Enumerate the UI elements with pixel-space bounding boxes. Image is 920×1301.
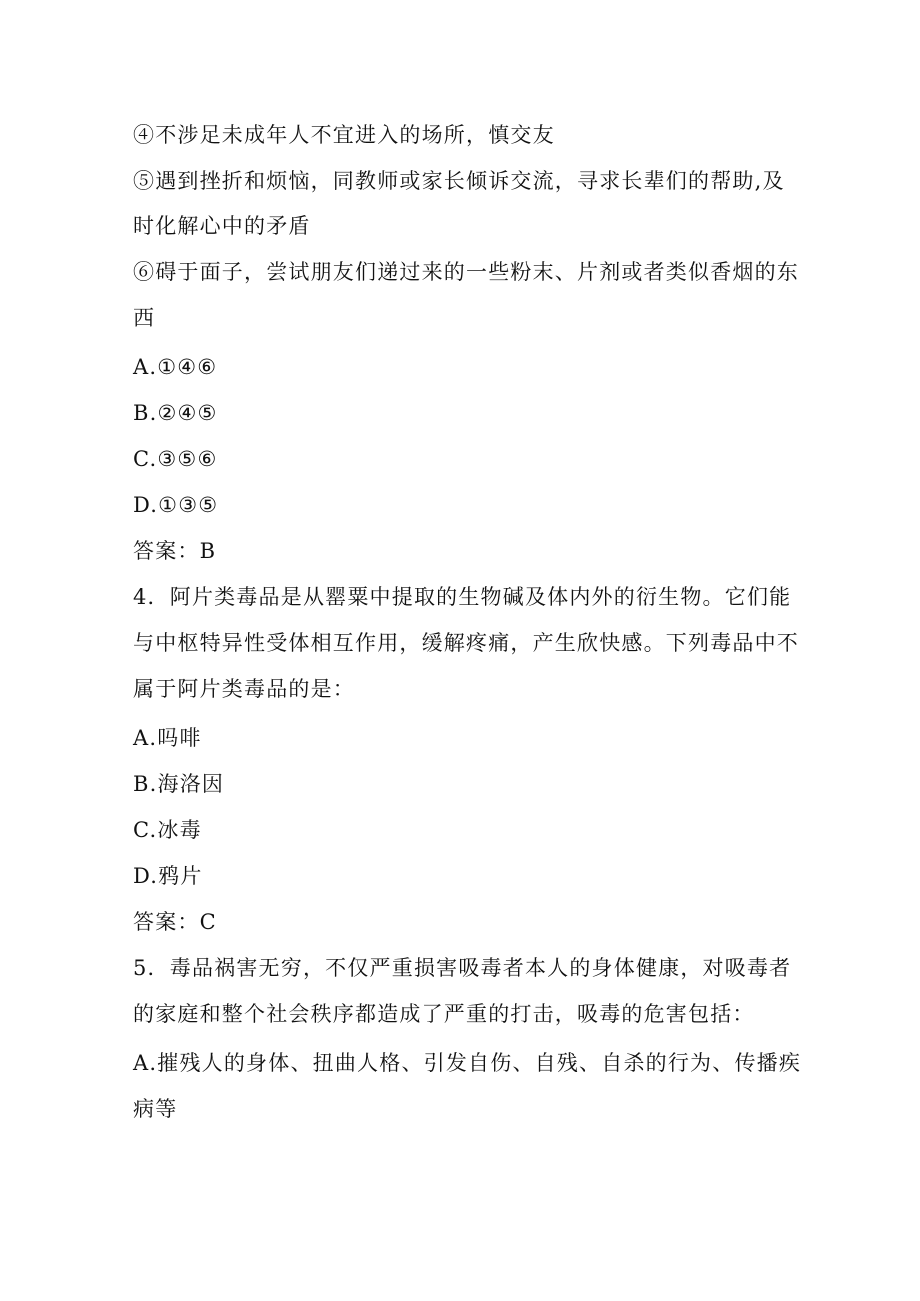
option-5-line-2: 时化解心中的矛盾 <box>133 214 311 238</box>
q5-choice-a-line-1: A.摧残人的身体、扭曲人格、引发自伤、自残、自杀的行为、传播疾 <box>133 1051 802 1075</box>
option-4-line: ④不涉足未成年人不宜进入的场所，慎交友 <box>133 123 555 147</box>
q5-stem-line-2: 的家庭和整个社会秩序都造成了严重的打击，吸毒的危害包括： <box>133 1002 755 1026</box>
q4-choice-c: C.冰毒 <box>133 818 202 842</box>
q4-stem-line-3: 属于阿片类毒品的是： <box>133 677 355 701</box>
q3-choice-c: C.③⑤⑥ <box>133 447 218 471</box>
q4-stem-line-1: 4．阿片类毒品是从罂粟中提取的生物碱及体内外的衍生物。它们能 <box>133 585 792 609</box>
q3-choice-b: B.②④⑤ <box>133 401 218 425</box>
q4-answer: 答案：C <box>133 910 217 934</box>
q3-choice-d: D.①③⑤ <box>133 493 219 517</box>
q3-choice-a: A.①④⑥ <box>133 355 218 379</box>
option-6-line-2: 西 <box>133 306 156 330</box>
q5-choice-a-line-2: 病等 <box>133 1097 178 1121</box>
q5-stem-line-1: 5．毒品祸害无穷，不仅严重损害吸毒者本人的身体健康，对吸毒者 <box>133 956 792 980</box>
q4-choice-d: D.鸦片 <box>133 864 203 888</box>
q4-choice-b: B.海洛因 <box>133 772 225 796</box>
q4-stem-line-2: 与中枢特异性受体相互作用，缓解疼痛，产生欣快感。下列毒品中不 <box>133 631 799 655</box>
q3-answer: 答案：B <box>133 539 217 563</box>
option-5-line-1: ⑤遇到挫折和烦恼，同教师或家长倾诉交流，寻求长辈们的帮助,及 <box>133 169 785 193</box>
q4-choice-a: A.吗啡 <box>133 726 202 750</box>
option-6-line-1: ⑥碍于面子，尝试朋友们递过来的一些粉末、片剂或者类似香烟的东 <box>133 260 799 284</box>
document-body <box>133 112 802 1132</box>
